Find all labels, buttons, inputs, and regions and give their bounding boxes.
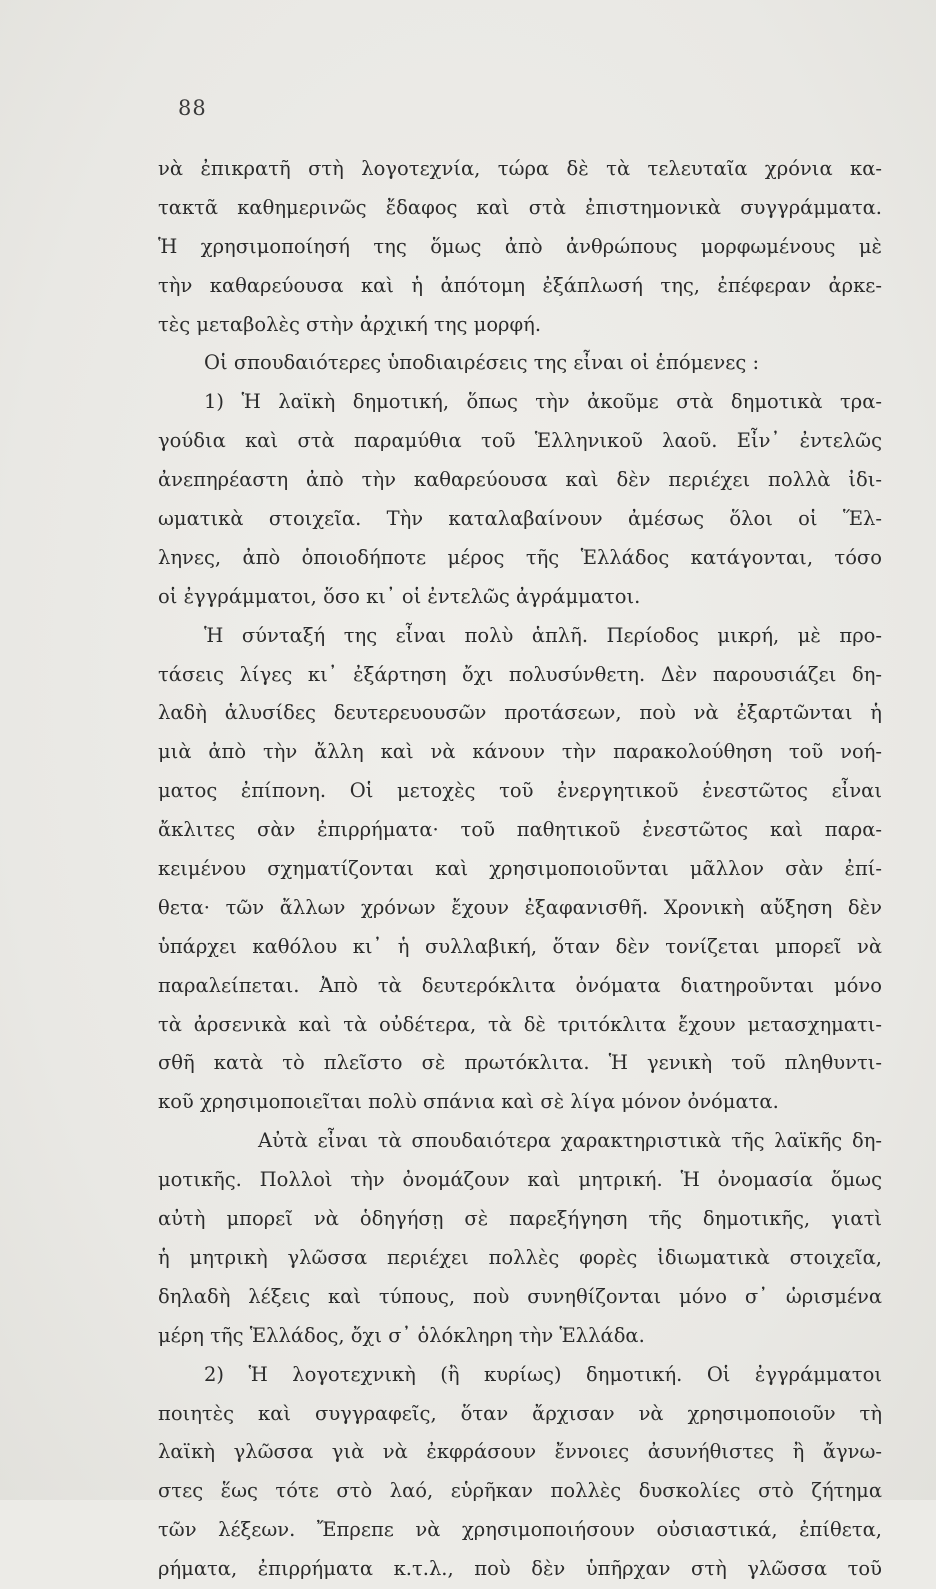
text-line: λαδὴ ἁλυσίδες δευτερευουσῶν προτάσεων, ποὺ νὰ ἐξαρτῶνται ἡ [158,701,882,725]
text-line: σθῆ κατὰ τὸ πλεῖστο σὲ πρωτόκλιτα. Ἡ γενικὴ τοῦ πληθυντι- [158,1051,882,1075]
text-line: 2) Ἡ λογοτεχνικὴ (ἢ κυρίως) δημοτική. Οἱ ἐγγράμματοι [204,1362,882,1386]
text-line: μέρη τῆς Ἑλλάδος, ὄχι σ᾿ ὁλόκληρη τὴν Ἑλλάδα. [158,1323,645,1347]
text-line: ωματικὰ στοιχεῖα. Τὴν καταλαβαίνουν ἀμέσως ὅλοι οἱ Ἕλ- [158,507,882,531]
text-line: κειμένου σχηματίζονται καὶ χρησιμοποιοῦνται μᾶλλον σὰν ἐπί- [158,857,882,881]
text-line: αὐτὴ μπορεῖ νὰ ὁδηγήσῃ σὲ παρεξήγηση τῆς δημοτικῆς, γιατὶ [158,1207,882,1231]
text-line: ρήματα, ἐπιρρήματα κ.τ.λ., ποὺ δὲν ὑπῆρχαν στὴ γλῶσσα τοῦ [158,1557,882,1581]
text-line: ἄκλιτες σὰν ἐπιρρήματα· τοῦ παθητικοῦ ἐνεστῶτος καὶ παρα- [158,818,882,842]
text-line: ὑπάρχει καθόλου κι᾿ ἡ συλλαβική, ὅταν δὲν τονίζεται μπορεῖ νὰ [158,934,882,958]
text-line: θετα· τῶν ἄλλων χρόνων ἔχουν ἐξαφανισθῆ. Χρονικὴ αὔξηση δὲν [158,895,882,919]
text-line: Αὐτὰ εἶναι τὰ σπουδαιότερα χαρακτηριστικὰ τῆς λαϊκῆς δη- [258,1129,882,1153]
text-line: μοτικῆς. Πολλοὶ τὴν ὀνομάζουν καὶ μητρική. Ἡ ὀνομασία ὅμως [158,1168,882,1192]
text-line: Οἱ σπουδαιότερες ὑποδιαιρέσεις της εἶναι οἱ ἑπόμενες : [204,351,760,375]
text-line: κοῦ χρησιμοποιεῖται πολὺ σπάνια καὶ σὲ λίγα μόνον ὀνόματα. [158,1090,779,1114]
text-line: Ἡ χρησιμοποίησή της ὅμως ἀπὸ ἀνθρώπους μορφωμένους μὲ [158,234,882,258]
text-line: λαϊκὴ γλῶσσα γιὰ νὰ ἐκφράσουν ἔννοιες ἀσυνήθιστες ἢ ἄγνω- [158,1440,882,1464]
text-line: ποιητὲς καὶ συγγραφεῖς, ὅταν ἄρχισαν νὰ χρησιμοποιοῦν τὴ [158,1401,882,1425]
text-line: τὲς μεταβολὲς στὴν ἀρχική της μορφή. [158,312,542,336]
text-line: παραλείπεται. Ἀπὸ τὰ δευτερόκλιτα ὀνόματα διατηροῦνται μόνο [158,973,882,997]
text-line: Ἡ σύνταξή της εἶναι πολὺ ἁπλῆ. Περίοδος μικρή, μὲ προ- [204,623,882,647]
text-line: στες ἕως τότε στὸ λαό, εὑρῆκαν πολλὲς δυσκολίες στὸ ζήτημα [158,1479,882,1503]
body-text [158,150,882,1589]
text-line: ἡ μητρικὴ γλῶσσα περιέχει πολλὲς φορὲς ἰδιωματικὰ στοιχεῖα, [158,1245,882,1269]
text-line: τάσεις λίγες κι᾿ ἐξάρτηση ὄχι πολυσύνθετη. Δὲν παρουσιάζει δη- [158,662,882,686]
text-line: τὰ ἀρσενικὰ καὶ τὰ οὐδέτερα, τὰ δὲ τριτόκλιτα ἔχουν μετασχηματι- [158,1012,882,1036]
text-line: γούδια καὶ στὰ παραμύθια τοῦ Ἑλληνικοῦ λαοῦ. Εἶν᾿ ἐντελῶς [158,429,882,453]
text-line: μιὰ ἀπὸ τὴν ἄλλη καὶ νὰ κάνουν τὴν παρακολούθηση τοῦ νοή- [158,740,882,764]
text-line: τακτᾶ καθημερινῶς ἔδαφος καὶ στὰ ἐπιστημονικὰ συγγράμματα. [158,195,882,219]
text-line: ληνες, ἀπὸ ὁποιοδήποτε μέρος τῆς Ἑλλάδος κατάγονται, τόσο [158,545,882,569]
text-line: τὴν καθαρεύουσα καὶ ἡ ἀπότομη ἐξάπλωσή της, ἐπέφεραν ἀρκε- [158,273,882,297]
text-line: οἱ ἐγγράμματοι, ὅσο κι᾿ οἱ ἐντελῶς ἀγράμματοι. [158,584,641,608]
text-line: τῶν λέξεων. Ἔπρεπε νὰ χρησιμοποιήσουν οὐσιαστικά, ἐπίθετα, [158,1518,882,1542]
text-line: δηλαδὴ λέξεις καὶ τύπους, ποὺ συνηθίζονται μόνο σ᾿ ὡρισμένα [158,1284,882,1308]
text-line: 1) Ἡ λαϊκὴ δημοτική, ὅπως τὴν ἀκοῦμε στὰ δημοτικὰ τρα- [204,390,882,414]
text-line: ματος ἐπίπονη. Οἱ μετοχὲς τοῦ ἐνεργητικοῦ ἐνεστῶτος εἶναι [158,779,882,803]
page-number: 88 [178,96,207,120]
text-line: νὰ ἐπικρατῆ στὴ λογοτεχνία, τώρα δὲ τὰ τελευταῖα χρόνια κα- [158,157,882,180]
text-line: ἀνεπηρέαστη ἀπὸ τὴν καθαρεύουσα καὶ δὲν περιέχει πολλὰ ἰδι- [158,468,882,492]
